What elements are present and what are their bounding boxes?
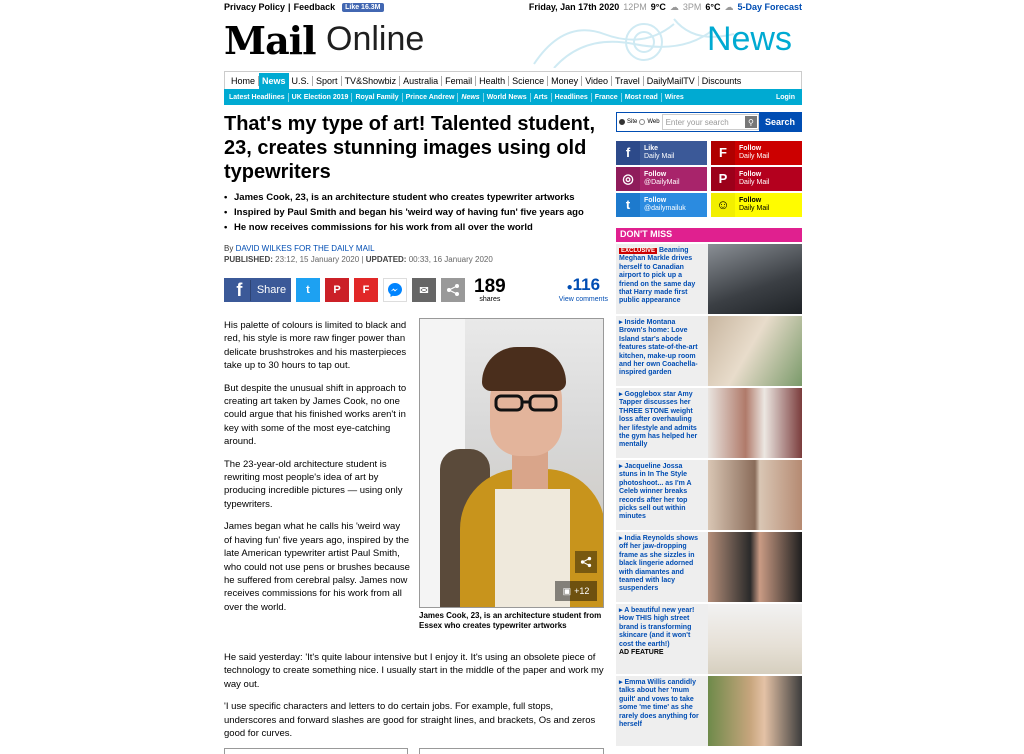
social-line1: Follow [644,171,667,178]
summary-bullet: • He now receives commissions for his work from all over the world [224,220,608,235]
search-input[interactable] [662,114,759,130]
article-photo[interactable] [419,318,604,608]
paragraph: He said yesterday: 'It's quite labour intensive but I enjoy it. It's using an obsolete piece of technology to create something nice. I usually start in the middle of the paper and work my way out. [224,652,604,690]
facebook-icon: f [229,280,251,301]
email-share-button[interactable] [412,278,436,302]
ad-feature-label: AD FEATURE [619,649,664,657]
search-scope [617,119,662,125]
nav-item-australia[interactable]: Australia [400,76,442,86]
dont-miss-headline: India Reynolds shows off her jaw-dropping frame as she sizzles in black lingerie adorned with diamantes and teamed with lacy suspenders [619,535,698,593]
social-line1: Like [644,145,659,152]
share-count-number: 189 [474,275,506,297]
nav-item-home[interactable]: Home [228,76,259,86]
nav-item-travel[interactable]: Travel [612,76,644,86]
social-follow-pi[interactable] [711,167,802,191]
paragraph: James began what he calls his 'weird way of having fun' five years ago, inspired by the late American typewriter artist Paul Smith, who could not use pens or brushes because he suffered from cerebral palsy. James now receives commissions for his work from all over the world. [224,521,410,613]
photo-caption: James Cook, 23, is an architecture student from Essex who creates typewriter artworks [419,611,602,630]
separator: | [288,2,291,12]
nav-item-tv-showbiz[interactable]: TV&Showbiz [342,76,401,86]
exclusive-badge: EXCLUSIVE [621,248,656,254]
dont-miss-thumbnail[interactable] [708,460,802,530]
social-line2: Daily Mail [739,153,770,160]
summary-bullet: • James Cook, 23, is an architecture student who creates typewriter artworks [224,190,608,205]
dont-miss-thumbnail[interactable] [708,388,802,458]
social-follow-fb[interactable] [616,141,707,165]
subnav-item-arts[interactable]: Arts [531,93,552,102]
dont-miss-headline: A beautiful new year! How THIS high street brand is transforming skincare (and it won't cost the earth!) [619,607,695,648]
comment-icon: ● [566,282,573,293]
nav-item-dailymailtv[interactable]: DailyMailTV [644,76,699,86]
dont-miss-item[interactable] [616,316,802,388]
nav-item-u-s-[interactable]: U.S. [289,76,314,86]
share-bar [224,276,608,304]
privacy-policy-link[interactable]: Privacy Policy [224,2,286,12]
paragraph: The 23-year-old architecture student is rewriting most people's idea of art by producing incredible pictures — using only typewriters. [224,458,403,510]
share-count-label: shares [479,295,501,303]
pinterest-share-button[interactable] [325,278,349,302]
subnav-item-world-news[interactable]: World News [484,93,531,102]
more-share-button[interactable] [441,278,465,302]
subnav-item-wires[interactable]: Wires [664,93,684,101]
login-link[interactable]: Login [775,93,795,101]
paragraph: 'I use specific characters and letters to do certain jobs. For example, full stops, underscores and forward slashes are good for straight lines, and brackets, Os and zeros good for curves. [224,701,596,740]
dont-miss-header: DON'T MISS [616,228,802,242]
feedback-link[interactable]: Feedback [293,2,336,12]
online-logo[interactable]: Online [326,20,425,58]
nav-item-femail[interactable]: Femail [442,76,476,86]
social-follow-grid [616,141,802,217]
arrow-icon: ▸ [619,319,623,326]
social-line2: Daily Mail [644,153,675,160]
article-body-narrow [224,319,410,623]
dont-miss-item[interactable] [616,532,802,604]
weather-time-1: 12PM [623,2,647,12]
weather-time-2: 3PM [682,2,702,12]
headline: That's my type of art! Talented student, 23, creates stunning images using old typewriters [224,113,596,183]
nav-item-sport[interactable]: Sport [313,76,342,86]
nav-item-science[interactable]: Science [509,76,548,86]
social-follow-ig[interactable] [616,167,707,191]
subnav-item-most-read[interactable]: Most read [622,93,662,102]
byline-prefix: By [224,244,234,253]
subnav-item-latest-headlines[interactable]: Latest Headlines [226,93,289,102]
nav-item-health[interactable]: Health [476,76,509,86]
comments-link[interactable] [559,277,608,303]
related-box [224,748,408,754]
dont-miss-thumbnail[interactable] [708,532,802,602]
twitter-share-button[interactable] [296,278,320,302]
dont-miss-thumbnail[interactable] [708,316,802,386]
arrow-icon: ▸ [619,463,623,470]
search-icon[interactable]: ⚲ [745,116,757,128]
share-count [474,275,506,303]
dont-miss-headline: Gogglebox star Amy Tapper discusses her THREE STONE weight loss after overhauling her lifestyle and admits the gym has helped her mentally [619,391,698,449]
site-header [224,14,802,68]
dont-miss-item[interactable] [616,244,802,316]
dont-miss-thumbnail[interactable] [708,244,802,314]
article-summary [224,190,608,235]
email-icon: ✉ [419,284,429,297]
nav-item-news[interactable]: News [259,73,289,89]
photo-share-button[interactable] [575,551,597,573]
twitter-icon: t [616,193,640,217]
social-line1: Follow [644,197,667,204]
social-follow-tw[interactable] [616,193,707,217]
subnav-item-uk-election-2019[interactable]: UK Election 2019 [289,93,353,102]
social-line1: Follow [739,197,762,204]
gallery-button[interactable] [555,581,597,601]
dont-miss-headline: Beaming Meghan Markle drives herself to Canadian airport to pick up a friend on the same day that Harry made first public appearance [619,247,696,305]
gallery-count: +12 [574,586,590,596]
top-bar [224,0,802,14]
share-icon [580,556,592,568]
camera-icon: ▣ [562,585,572,596]
social-line1: Follow [739,171,762,178]
subnav-item-prince-andrew[interactable]: Prince Andrew [403,93,459,102]
social-follow-fl[interactable] [711,141,802,165]
arrow-icon: ▸ [619,679,623,686]
dont-miss-headline: Jacqueline Jossa stuns in In The Style photoshoot... as I'm A Celeb winner breaks records after her top picks sell out within minutes [619,463,692,521]
photo-glasses [492,394,562,412]
site-label: Site [627,119,638,125]
social-line2: @dailymailuk [644,205,686,212]
summary-bullet: • Inspired by Paul Smith and began his 'weird way of having fun' five years ago [224,205,608,220]
social-line2: Daily Mail [739,205,770,212]
nav-item-discounts[interactable]: Discounts [701,75,742,86]
paragraph: His palette of colours is limited to black and red, his style is more raw finger power than delicate brushstrokes and his masterpieces take up to 30 hours to tap out. [224,320,407,372]
site-radio[interactable] [619,119,625,125]
paragraph: But despite the unusual shift in approach to creating art taken by James Cook, no one could argue that his finished works aren't in key with some of the most eye-catching around. [224,382,407,448]
nav-item-video[interactable]: Video [582,76,612,86]
dont-miss-headline: Emma Willis candidly talks about her 'mum guilt' and vows to take some 'me time' as she rarely does anything for herself [619,679,699,729]
facebook-icon: f [616,141,640,165]
forecast-link[interactable]: 5-Day Forecast [737,2,802,12]
facebook-share-button[interactable] [224,278,291,302]
section-title[interactable]: News [706,20,792,58]
social-line2: @DailyMail [644,179,680,186]
instagram-icon: ◎ [616,167,640,191]
weather-temp-2: 6°C [705,2,721,12]
cloud-icon: ☁ [669,1,679,12]
author-link[interactable]: DAVID WILKES FOR THE DAILY MAIL [235,244,375,253]
flipboard-icon: F [362,284,370,296]
publish-info: PUBLISHED: 23:12, 15 January 2020 | UPDATED: 00:33, 16 January 2020 [224,255,493,264]
dont-miss-item[interactable] [616,604,802,676]
nav-item-money[interactable]: Money [548,76,582,86]
cloud-icon: ☁ [724,1,734,12]
article-body-wide [224,651,608,749]
search-button[interactable]: Search [759,113,801,131]
article-header [224,112,608,264]
updated-date: 00:33, 16 January 2020 [408,255,493,264]
web-radio[interactable] [639,119,645,125]
social-line1: Follow [739,145,762,152]
arrow-icon: ▸ [619,391,623,398]
flipboard-icon: F [711,141,735,165]
messenger-icon [387,282,403,298]
messenger-share-button[interactable] [383,278,407,302]
arrow-icon: ▸ [619,607,623,614]
related-box [419,748,604,754]
subnav-item-headlines[interactable]: Headlines [552,93,592,102]
dont-miss-item[interactable] [616,676,802,748]
weather-temp-1: 9°C [650,2,666,12]
dont-miss-thumbnail[interactable] [708,676,802,746]
dont-miss-item[interactable] [616,388,802,460]
pinterest-icon: P [711,167,735,191]
share-icon [446,283,460,297]
twitter-icon: t [306,284,310,296]
facebook-like-button[interactable]: Like 16.3M [342,3,383,12]
mail-logo[interactable]: Mail [224,18,316,63]
byline [224,244,608,253]
search-bar [616,112,802,132]
subnav-item-royal-family[interactable]: Royal Family [352,93,402,102]
share-label: Share [256,284,287,296]
social-line2: Daily Mail [739,179,770,186]
flipboard-share-button[interactable] [354,278,378,302]
dont-miss-list [616,244,802,748]
updated-label: UPDATED: [365,255,407,264]
pinterest-icon: P [333,284,341,296]
primary-nav [224,71,802,89]
dont-miss-item[interactable] [616,460,802,532]
snapchat-icon: ☺ [711,193,735,217]
social-follow-sc[interactable] [711,193,802,217]
secondary-nav [224,89,802,105]
dont-miss-headline: Inside Montana Brown's home: Love Island star's abode features state-of-the-art kitchen, make-up room and her own Coachella-inspired garden [619,319,698,377]
date-text: Friday, Jan 17th 2020 [528,2,620,12]
subnav-item-news[interactable]: News [458,93,483,102]
published-label: PUBLISHED: [224,255,273,264]
subnav-item-france[interactable]: France [592,93,622,102]
search-placeholder: Enter your search [665,118,729,127]
arrow-icon: ▸ [619,535,623,542]
published-date: 23:12, 15 January 2020 [275,255,360,264]
comment-count: 116 [572,275,601,294]
dont-miss-thumbnail[interactable] [708,604,802,674]
web-label: Web [647,119,660,125]
view-comments-label: View comments [558,296,608,303]
